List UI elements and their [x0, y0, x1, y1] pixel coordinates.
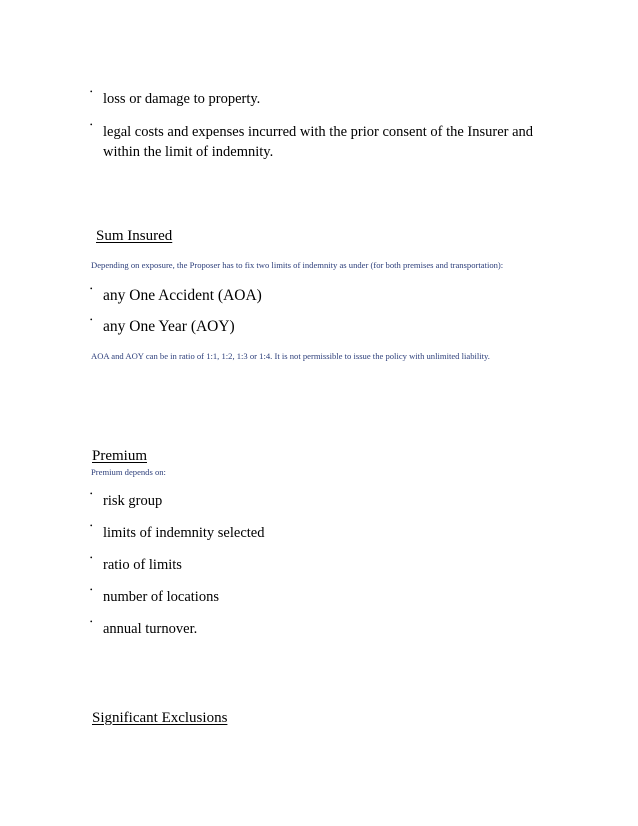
bullet-icon: • [90, 618, 93, 626]
section-heading-exclusions: Significant Exclusions [92, 710, 228, 726]
bullet-icon: • [90, 554, 93, 562]
list-item-text: any One Year (AOY) [103, 318, 235, 335]
list-item-text: annual turnover. [103, 621, 198, 637]
section-heading-sum-insured: Sum Insured [96, 228, 173, 244]
bullet-icon: • [90, 121, 93, 129]
premium-intro: Premium depends on: [91, 467, 166, 477]
sum-insured-intro: Depending on exposure, the Proposer has to fix two limits of indemnity as under (for both premises and transportation): [91, 260, 504, 270]
list-item-text: any One Accident (AOA) [103, 287, 262, 304]
list-item-text: number of locations [103, 589, 219, 605]
sum-insured-note: AOA and AOY can be in ratio of 1:1, 1:2, 1:3 or 1:4. It is not permissible to issue the policy with unlimited liability. [91, 351, 490, 361]
bullet-icon: • [90, 586, 93, 594]
bullet-icon: • [90, 490, 93, 498]
list-item-text: limits of indemnity selected [103, 525, 265, 541]
section-heading-premium: Premium [92, 448, 147, 464]
bullet-icon: • [90, 522, 93, 530]
bullet-icon: • [90, 285, 93, 293]
bullet-icon: • [90, 316, 93, 324]
list-item-text: risk group [103, 493, 163, 509]
list-item-text: loss or damage to property. [103, 91, 261, 107]
list-item-text: ratio of limits [103, 557, 182, 573]
list-item-text: legal costs and expenses incurred with the prior consent of the Insurer and within the limit of indemnity. [103, 124, 534, 160]
bullet-icon: • [90, 88, 93, 96]
